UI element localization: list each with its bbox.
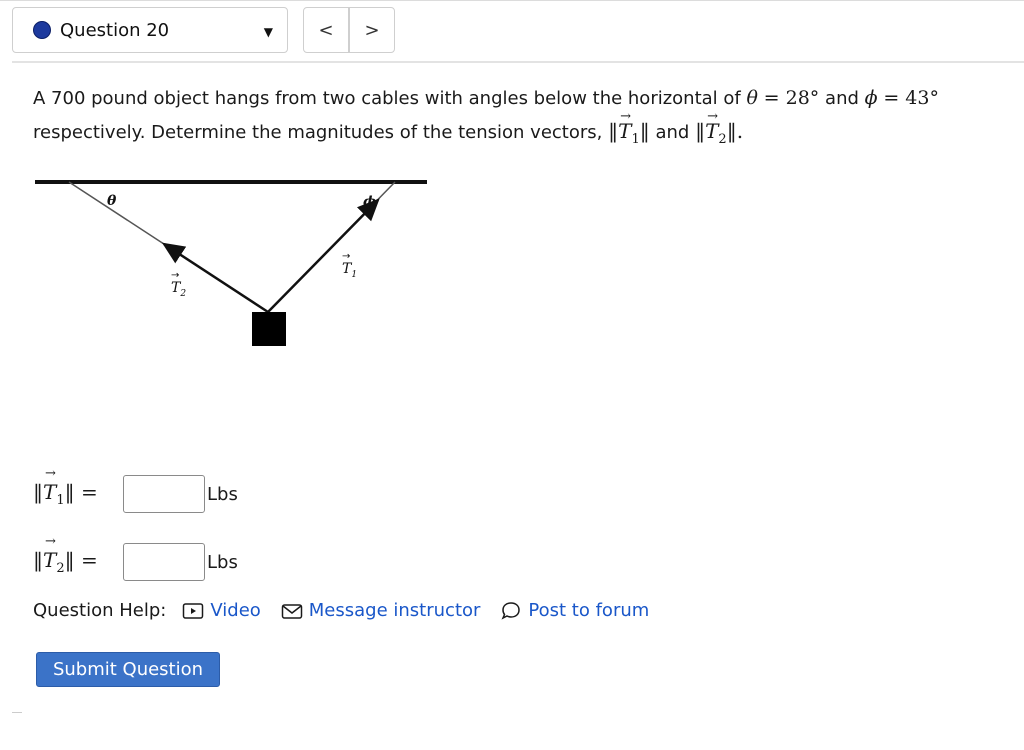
t2-magnitude-input[interactable] (123, 543, 205, 581)
mail-icon (281, 602, 303, 620)
t2-arrow (164, 244, 268, 312)
chevron-right-icon: > (364, 19, 380, 41)
t2-vec-arrow: → (171, 270, 180, 281)
unit-label: Lbs (207, 551, 238, 573)
t1-magnitude-input[interactable] (123, 475, 205, 513)
status-dot-icon (33, 21, 51, 39)
question-selector[interactable] (12, 7, 288, 53)
question-text: A 700 pound object hangs from two cables with angles below the horizontal of θ = 28° and ϕ = 43° respectively. Determine the magnitudes of the tension vectors, ‖→ $T_1‖$ and ‖→ $T_2‖$. (33, 82, 1013, 156)
next-question-button[interactable] (349, 7, 395, 53)
message-instructor-link[interactable]: Message instructor (281, 600, 481, 621)
top-border (0, 0, 1024, 1)
answer-label-t2: ‖→ $T_2‖$ = (33, 548, 123, 576)
norm-t1: ‖→ $T_1‖$ (608, 119, 650, 143)
answer-row-t2 (33, 540, 238, 584)
answer-label-t1: ‖→ $T_1‖$ = (33, 480, 123, 508)
tension-diagram (33, 170, 433, 355)
chevron-left-icon: < (318, 19, 334, 41)
answer-row-t1 (33, 472, 238, 516)
phi-label: ϕ (363, 194, 377, 210)
divider (12, 61, 1024, 63)
post-to-forum-link[interactable]: Post to forum (500, 600, 649, 621)
speech-bubble-icon (500, 601, 522, 621)
question-label: Question 20 (60, 19, 170, 41)
t1-vec-arrow: → (342, 251, 351, 262)
video-icon (182, 602, 204, 620)
question-help-label: Question Help: (33, 600, 167, 621)
t2-label: $T_2$ (171, 280, 187, 299)
unit-label: Lbs (207, 483, 238, 505)
previous-question-button[interactable] (303, 7, 349, 53)
t1-arrow (268, 200, 378, 312)
submit-question-button[interactable]: Submit Question (36, 652, 220, 687)
t1-label: $T_1$ (342, 261, 358, 280)
norm-t2: ‖→ $T_2‖$. (695, 119, 743, 143)
video-link[interactable]: Video (182, 600, 260, 621)
question-help (33, 600, 669, 621)
dropdown-caret-icon: ▼ (263, 25, 273, 39)
corner-mark (12, 712, 22, 713)
theta-label: θ (107, 193, 117, 209)
hanging-block (252, 312, 286, 346)
